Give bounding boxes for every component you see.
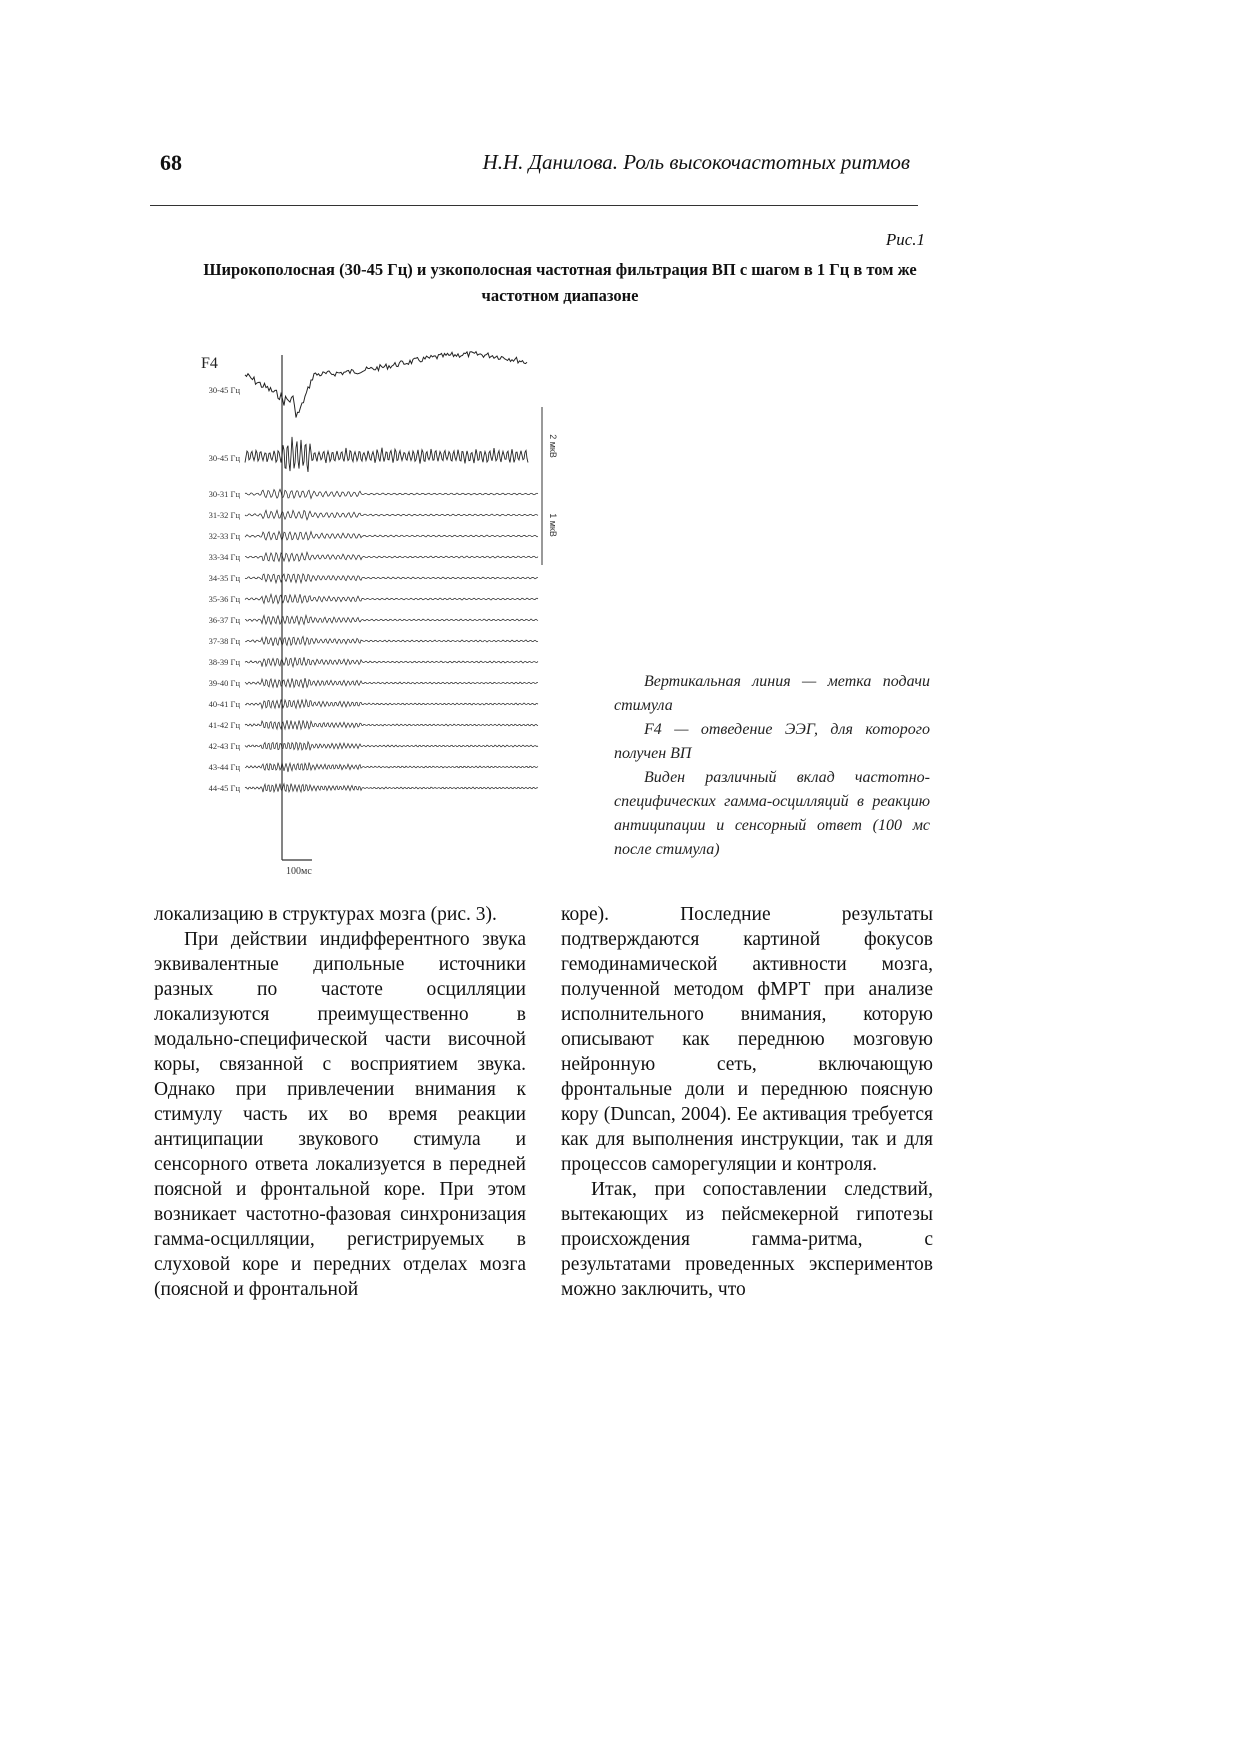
trace-labels [209, 385, 241, 793]
band-label-9: 38-39 Гц [208, 657, 240, 667]
caption-paragraph-1: Вертикальная линия — метка подачи стимула [614, 673, 930, 714]
broadband-label-2: 30-45 Гц [208, 453, 240, 463]
body-paragraph: локализацию в структурах мозга (рис. 3). [154, 904, 497, 925]
band-trace-2 [245, 510, 538, 520]
text-column-left [154, 902, 526, 1302]
band-label-6: 35-36 Гц [208, 594, 240, 604]
caption-paragraph-3: Виден различный вклад частотно-специфических гамма-осцилляций в реакцию антиципации и сенсорный ответ (100 мс после стимула) [614, 769, 930, 858]
eeg-figure-svg [190, 350, 560, 880]
band-trace-12 [245, 720, 538, 729]
band-trace-4 [245, 552, 538, 561]
figure-label: Рис.1 [885, 230, 925, 249]
lead-label: F4 [201, 355, 218, 372]
band-label-5: 34-35 Гц [208, 573, 240, 583]
band-label-15: 44-45 Гц [208, 783, 240, 793]
band-trace-13 [245, 742, 538, 751]
band-trace-15 [245, 784, 538, 793]
time-scale-label: 100мс [286, 866, 312, 877]
body-paragraph: коре). Последние результаты подтверждаются картиной фокусов гемодинамической активности мозга, полученной методом фМРТ при анализе исполнительного внимания, которую описывают как переднюю мозговую нейронную сеть, включающую фронтальные доли и переднюю поясную кору (Duncan, 2004). Ее активация требуется как для выполнения инструкции, так и для процессов саморегуляции и контроля. [561, 904, 933, 1175]
band-label-8: 37-38 Гц [208, 636, 240, 646]
band-trace-7 [245, 615, 538, 624]
band-label-1: 30-31 Гц [208, 489, 240, 499]
band-label-12: 41-42 Гц [208, 720, 240, 730]
running-head: Н.Н. Данилова. Роль высокочастотных ритмов [482, 150, 910, 174]
band-trace-3 [245, 531, 538, 540]
figure-caption [614, 670, 930, 862]
band-trace-5 [245, 574, 538, 583]
band-label-11: 40-41 Гц [208, 699, 240, 709]
band-trace-11 [245, 700, 538, 709]
amplitude-scale-label-2: 1 мкВ [548, 513, 558, 537]
band-label-13: 42-43 Гц [208, 741, 240, 751]
band-label-3: 32-33 Гц [208, 531, 240, 541]
amplitude-scale-label-1: 2 мкВ [548, 434, 558, 458]
broadband-trace-1 [245, 352, 527, 418]
figure-title: Широкополосная (30-45 Гц) и узкополосная частотная фильтрация ВП с шагом в 1 Гц в том же частотном диапазоне [203, 260, 917, 305]
band-trace-8 [245, 637, 538, 646]
band-label-7: 36-37 Гц [208, 615, 240, 625]
band-trace-1 [245, 489, 538, 498]
text-column-right [561, 902, 933, 1302]
band-label-4: 33-34 Гц [208, 552, 240, 562]
broadband-trace-2 [245, 437, 528, 472]
band-label-10: 39-40 Гц [208, 678, 240, 688]
band-label-2: 31-32 Гц [208, 510, 240, 520]
band-trace-14 [245, 762, 538, 772]
band-trace-6 [245, 594, 538, 603]
band-trace-10 [245, 678, 538, 688]
body-paragraph: При действии индифферентного звука эквивалентные дипольные источники разных по частоте осцилляции локализуются преимущественно в модально-специфической части височной коры, связанной с восприятием звука. Однако при привлечении внимания к стимулу часть их во время реакции антиципации звукового стимула и сенсорного ответа локализуется в передней поясной и фронтальной коре. При этом возникает частотно-фазовая синхронизация гамма-осцилляции, регистрируемых в слуховой коре и передних отделах мозга (поясной и фронтальной [154, 929, 526, 1300]
page-number: 68 [160, 150, 182, 175]
eeg-traces [245, 352, 538, 792]
caption-paragraph-2: F4 — отведение ЭЭГ, для которого получен ВП [614, 721, 930, 762]
header-rule [150, 205, 918, 206]
body-paragraph: Итак, при сопоставлении следствий, вытекающих из пейсмекерной гипотезы происхождения гамма-ритма, с результатами проведенных экспериментов можно заключить, что [561, 1179, 933, 1300]
eeg-figure [190, 350, 560, 880]
broadband-label-1: 30-45 Гц [208, 385, 240, 395]
band-trace-9 [245, 657, 538, 667]
band-label-14: 43-44 Гц [208, 762, 240, 772]
